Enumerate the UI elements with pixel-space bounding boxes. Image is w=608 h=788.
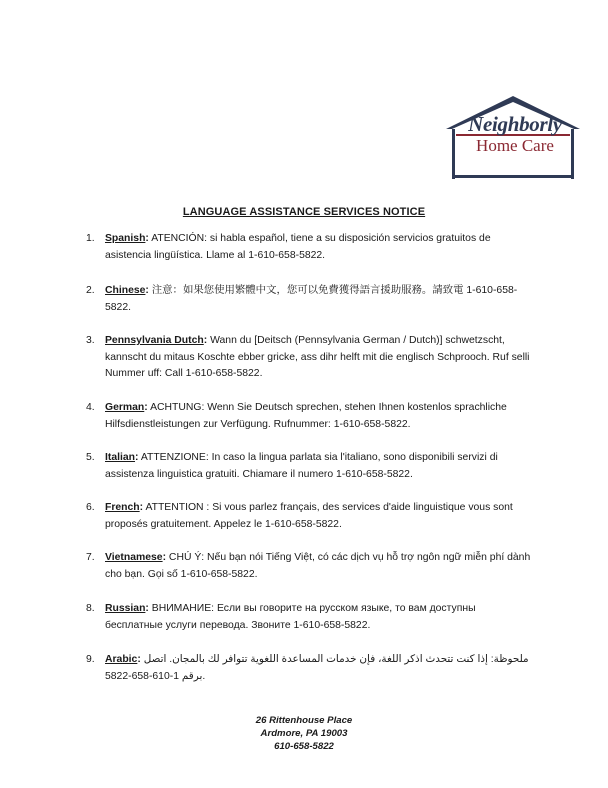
language-name: Vietnamese — [105, 552, 163, 563]
notice-text: ATTENZIONE: In caso la lingua parlata sia l'italiano, sono disponibili servizi di assistenza linguistica gratuiti. Chiamare il numero 1-610-658-5822. — [105, 452, 498, 480]
language-name: French — [105, 502, 140, 513]
notice-text: ملحوظة: إذا كنت تتحدث اذكر اللغة، فإن خدمات المساعدة اللغوية تتوافر لك بالمجان. اتصل برقم 1-610-658-5822. — [105, 654, 529, 682]
item-number: 9. — [86, 654, 95, 665]
logo-wordmark-home-care: Home Care — [476, 136, 554, 155]
notice-text: ВНИМАНИЕ: Если вы говорите на русском языке, то вам доступны бесплатные услуги перевода. Звоните 1-610-658-5822. — [105, 603, 476, 631]
language-name: Chinese — [105, 285, 146, 296]
address-street: 26 Rittenhouse Place — [255, 715, 353, 726]
address-phone: 610-658-5822 — [274, 741, 334, 752]
language-name: Spanish — [105, 233, 146, 244]
item-number: 5. — [86, 452, 95, 463]
item-number: 6. — [86, 502, 95, 513]
item-number: 3. — [86, 335, 95, 346]
language-name: Arabic — [105, 654, 138, 665]
logo-wordmark-neighborly: Neighborly — [468, 112, 562, 136]
notice-text: 注意：如果您使用繁體中文，您可以免費獲得語言援助服務。請致電 1-610-658-5822. — [105, 285, 518, 313]
notice-text: Wann du [Deitsch (Pennsylvania German / Dutch)] schwetzscht, kannscht du mitaus Koschte ebber gricke, ass dihr helft mit die englisch Schprooch. Ruf selli Nummer uff: Call 1-610-658-5822. — [105, 335, 530, 379]
item-number: 8. — [86, 603, 95, 614]
notice-text: ATTENTION : Si vous parlez français, des services d'aide linguistique vous sont proposés gratuitement. Appelez le 1-610-658-5822. — [105, 502, 513, 530]
item-number: 7. — [86, 552, 95, 563]
notice-text: ATENCIÓN: si habla español, tiene a su disposición servicios gratuitos de asistencia lingüística. Llame al 1-610-658-5822. — [105, 233, 491, 261]
page-title: LANGUAGE ASSISTANCE SERVICES NOTICE — [182, 206, 426, 218]
language-name: Italian — [105, 452, 136, 463]
address-city: Ardmore, PA 19003 — [260, 728, 348, 739]
item-number: 4. — [86, 402, 95, 413]
company-logo — [444, 95, 582, 179]
language-name: German — [105, 402, 145, 413]
language-name: Russian — [105, 603, 146, 614]
notice-text: CHÚ Ý: Nếu bạn nói Tiếng Việt, có các dịch vụ hỗ trợ ngôn ngữ miễn phí dành cho bạn. Gọi số 1-610-658-5822. — [105, 552, 531, 580]
notice-text: ACHTUNG: Wenn Sie Deutsch sprechen, stehen Ihnen kostenlos sprachliche Hilfsdienstleistungen zur Verfügung. Rufnummer: 1-610-658-5822. — [105, 402, 507, 430]
language-name: Pennsylvania Dutch — [105, 335, 204, 346]
item-number: 1. — [86, 233, 95, 244]
footer-address — [0, 714, 608, 753]
item-number: 2. — [86, 285, 95, 296]
